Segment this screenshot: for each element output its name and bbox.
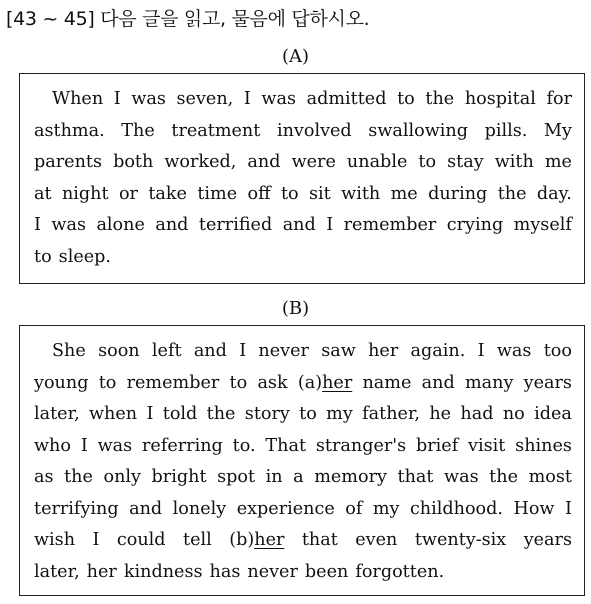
passage-line: parents both worked, and were unable to stay with me [34,152,572,172]
underlined-reference: (a)her [297,372,353,393]
passage-b-label: (B) [281,298,310,319]
question-header: [43 ~ 45] 다음 글을 읽고, 물음에 답하시오. [6,8,370,30]
passage-line: asthma. The treatment involved swallowing pills. My [34,120,572,141]
passage-line: as the only bright spot in a memory that was the most [34,467,572,487]
underlined-reference: (b)her [229,530,285,550]
passage-line: When I was seven, I was admitted to the hospital for [52,89,572,109]
passage-line: later, when I told the story to my father, he had no idea [34,404,572,424]
passage-line: young to remember to ask (a)her name and many years [34,368,572,400]
passage-line: who I was referring to. That stranger's brief visit shines [34,435,572,456]
passage-b-box [19,325,585,596]
passage-line: later, her kindness has never been forgotten. [34,561,445,582]
passage-line: wish I could tell (b)her that even twenty-six years [34,525,572,557]
passage-line: at night or take time off to sit with me during the day. [34,183,572,204]
passage-line: to sleep. [34,246,112,267]
passage-line: She soon left and I never saw her again. I was too [52,341,572,361]
passage-a-box [19,73,585,284]
passage-line: terrifying and lonely experience of my childhood. How I [34,498,572,519]
passage-line: I was alone and terrified and I remember crying myself [34,215,572,235]
passage-a-label: (A) [281,46,310,67]
